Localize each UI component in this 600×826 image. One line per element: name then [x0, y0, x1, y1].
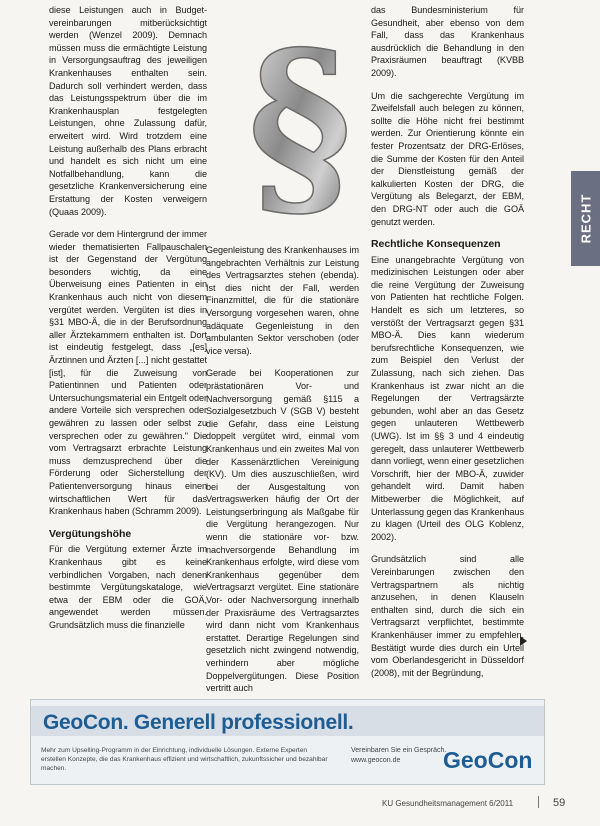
body-paragraph: Gegenleistung des Krankenhauses im angebrachten Verhältnis zur Leistung des Vertragsarztes stehen (ebenda). Ist dies nicht der Fall, werden Finanzmittel, die für die stationäre Versorgung vorgesehen waren, ohne adäquate Gegenleistung in den ambulanten Sektor verschoben (oder vice versa). [206, 245, 359, 356]
body-paragraph: das Bundesministerium für Gesundheit, aber ebenso von dem Fall, dass das Krankenhaus ausdrücklich die Behandlung in den Praxisräumen beauftragt (KVBB 2009). [371, 5, 524, 78]
body-paragraph: Für die Vergütung externer Ärzte im Krankenhaus gibt es keine verbindlichen Vorgaben, nach denen bestimmte Vergütungskataloge, wie etwa der EBM oder die GOÄ, angewendet werden müssen. Grundsätzlich muss die finanzielle [49, 544, 207, 630]
advertisement-banner[interactable] [30, 699, 545, 785]
body-paragraph: Eine unangebrachte Vergütung von medizinischen Leistungen oder aber die reine Vergütung der Zuweisung von Patienten hat rechtliche Folgen. Handelt es sich um letzteres, so verstößt der Vertragsarzt gegen §31 MBO-Ä. Dies kann wiederum berufsrechtliche Konsequenzen, wie zum Beispiel den Verlust der Zulassung, nach sich ziehen. Das Krankenhaus ist zwar nicht an die Regelungen der Vertragsärzte gebunden, wohl aber an das Gesetz gegen unlauteren Wettbewerb (UWG). Ist im §§ 3 und 4 eindeutig geregelt, dass unlauterer Wettbewerb dann vorliegt, wenn einer gesetzlichen Vorschrift, hier der MBO-Ä, zuwider gehandelt wird. Damit haben Mitbewerber die Möglichkeit, auf Unterlassung gegen das Krankenhaus zu klagen (Urteil des OLG Koblenz, 2002). [371, 254, 525, 542]
body-paragraph: diese Leistungen auch in Budget-vereinbarungen mitberücksichtigt werden (Wenzel 2009). Demnach müssen muss die ermächtigte Leistung in Versorgungsauftrag des jeweiligen Krankenhauses enthalten sein. Dadurch soll verhindert werden, dass das Leistungsspektrum über die im Krankenhausplan festgelegten Leistungen, ohne Zulassung dafür, erweitert wird. Wird trotzdem eine Leistung außerhalb des Plans erbracht und handelt es sich nicht um eine Notfallbehandlung, kann die gesetzliche Krankenversicherung eine Erstattung der Kosten verweigern (Quaas 2009). [49, 5, 207, 217]
continue-arrow-icon [520, 636, 527, 646]
text-column-left [49, 4, 207, 642]
footer-divider [538, 796, 539, 808]
section-heading: Rechtliche Konsequenzen [371, 238, 501, 251]
body-paragraph: Gerade bei Kooperationen zur prästationären Vor- und Nachversorgung gemäß §115 a Sozialgesetzbuch V (SGB V) besteht die Gefahr, dass eine Leistung doppelt vergütet wird, einmal vom Krankenhaus und ein zweites Mal von der Kassenärztlichen Vereinigung (KV). Um dies auszuschließen, wird bei der Ausgestaltung von Vertragswerken häufig der Ort der Leistungserbringung als Maßgabe für die Vergütung herangezogen. Nur wenn die stationäre vor- bzw. nachversorgende Behandlung im Krankenhaus erfolgte, wird diese vom Krankenhaus gegenüber dem Vertragsarzt vergütet. Eine stationäre Vor- oder Nachversorgung innerhalb der Praxisräume des Vertragsarztes wird dann nicht vom Krankenhaus erstattet. Derartige Regelungen sind gesetzlich nicht zwingend notwendig, verhindern aber mögliche Doppelvergütungen. Diese Position vertritt auch [206, 368, 359, 694]
text-column-middle [206, 244, 359, 705]
ad-body-text: Mehr zum Upselling-Programm in der Einrichtung, individuelle Lösungen. Externe Experten erstellen Konzepte, die das Krankenhaus effizient und wirtschaftlich, zukunftssicher und bezahlbar machen. [41, 747, 328, 772]
body-paragraph: Gerade vor dem Hintergrund der immer wieder thematisierten Fallpauschalen ist der Gegenstand der Vergütung besonders wichtig, da eine Überweisung eines Patienten in ein Krankenhaus auch nicht von diesem vergütet werden. Vergüten ist dies in §31 MBO-Ä, die in der Berufsordnung aller Ärztekammern enthalten ist. Dort ist eindeutig festgelegt, dass „[es] Ärztinnen und Ärzten [...] nicht gestattet [ist], für die Zuweisung von Patientinnen und Patienten oder Untersuchungsmaterial ein Entgelt oder andere Vorteile sich versprechen oder gewähren zu lassen oder selbst zu versprechen oder zu gewähren." Die vom Vertragsarzt erbrachte Leistung muss demzusprechend über die Förderung oder Sicherstellung der Patientenversorgung hinaus einen wirtschaftlichen Wert für das Krankenhaus haben (Schramm 2009). [49, 229, 207, 517]
section-tab [571, 171, 600, 266]
paragraph-sign-icon [247, 8, 353, 243]
section-tab-label: RECHT [578, 193, 593, 244]
page-number: 59 [553, 797, 566, 809]
ad-cta-text: Vereinbaren Sie ein Gespräch. [351, 747, 447, 754]
ad-headline-bar [31, 706, 544, 736]
footer-journal-title: KU Gesundheitsmanagement 6/2011 [382, 799, 514, 808]
svg-text:§: § [247, 8, 353, 243]
ad-headline: GeoCon. Generell professionell. [43, 711, 354, 734]
ad-url-link[interactable]: www.geocon.de [351, 757, 401, 764]
geocon-logo: GeoCon [443, 747, 533, 773]
text-column-right [371, 4, 524, 689]
body-paragraph: Um die sachgerechte Vergütung im Zweifelsfall auch belegen zu können, sollte die Höhe nicht frei bestimmt werden. Zur Orientierung könnte ein fester Prozentsatz der DRG-Erlöses, die Summe der Kosten für den Anteil der Dienstleistung gemäß der kalkulierten Kosten der DRG, die Vergütung als Belegarzt, der EBM, den DRG-NT oder auch die GOÄ genutzt werden. [371, 90, 524, 227]
body-paragraph: Grundsätzlich sind alle Vereinbarungen zwischen den Vertragspartnern als nichtig anzusehen, in denen Klauseln enthalten sind, durch die sich ein Vertragsarzt verpflichtet, bestimmte Krankenhäuser immer zu empfehlen. Bestätigt wurde dies durch ein Urteil vom Oberlandesgericht in Düsseldorf (2008), mit der Begründung, [371, 554, 524, 678]
section-heading: Vergütungshöhe [49, 527, 132, 540]
